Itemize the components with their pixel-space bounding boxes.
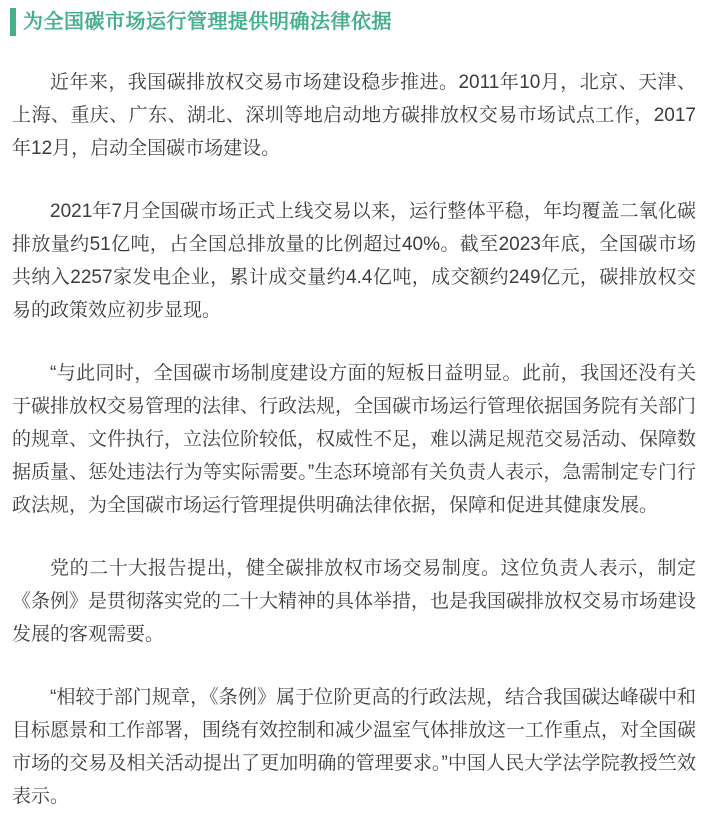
paragraph-4: 党的二十大报告提出，健全碳排放权市场交易制度。这位负责人表示，制定《条例》是贯彻落实党的二十大精神的具体举措，也是我国碳排放权交易市场建设发展的客观需要。	[12, 558, 697, 645]
title-accent-bar	[10, 8, 16, 36]
paragraph-3: “与此同时，全国碳市场制度建设方面的短板日益明显。此前，我国还没有关于碳排放权交易管理的法律、行政法规，全国碳市场运行管理依据国务院有关部门的规章、文件执行，立法位阶较低，权威性不足，难以满足规范交易活动、保障数据质量、惩处违法行为等实际需要。”生态环境部有关负责人表示，急需制定专门行政法规，为全国碳市场运行管理提供明确法律依据，保障和促进其健康发展。	[12, 363, 697, 516]
paragraph-5: “相较于部门规章，《条例》属于位阶更高的行政法规，结合我国碳达峰碳中和目标愿景和工作部署，围绕有效控制和减少温室气体排放这一工作重点，对全国碳市场的交易及相关活动提出了更加明确的管理要求。”中国人民大学法学院教授竺效表示。	[12, 687, 697, 807]
article-header	[10, 8, 698, 36]
paragraph-2: 2021年7月全国碳市场正式上线交易以来，运行整体平稳，年均覆盖二氧化碳排放量约51亿吨，占全国总排放量的比例超过40%。截至2023年底，全国碳市场共纳入2257家发电企业，累计成交量约4.4亿吨，成交额约249亿元，碳排放权交易的政策效应初步显现。	[12, 201, 696, 321]
paragraph-1: 近年来，我国碳排放权交易市场建设稳步推进。2011年10月，北京、天津、上海、重庆、广东、湖北、深圳等地启动地方碳排放权交易市场试点工作，2017年12月，启动全国碳市场建设。	[12, 72, 696, 159]
page-title: 为全国碳市场运行管理提供明确法律依据	[23, 11, 392, 33]
